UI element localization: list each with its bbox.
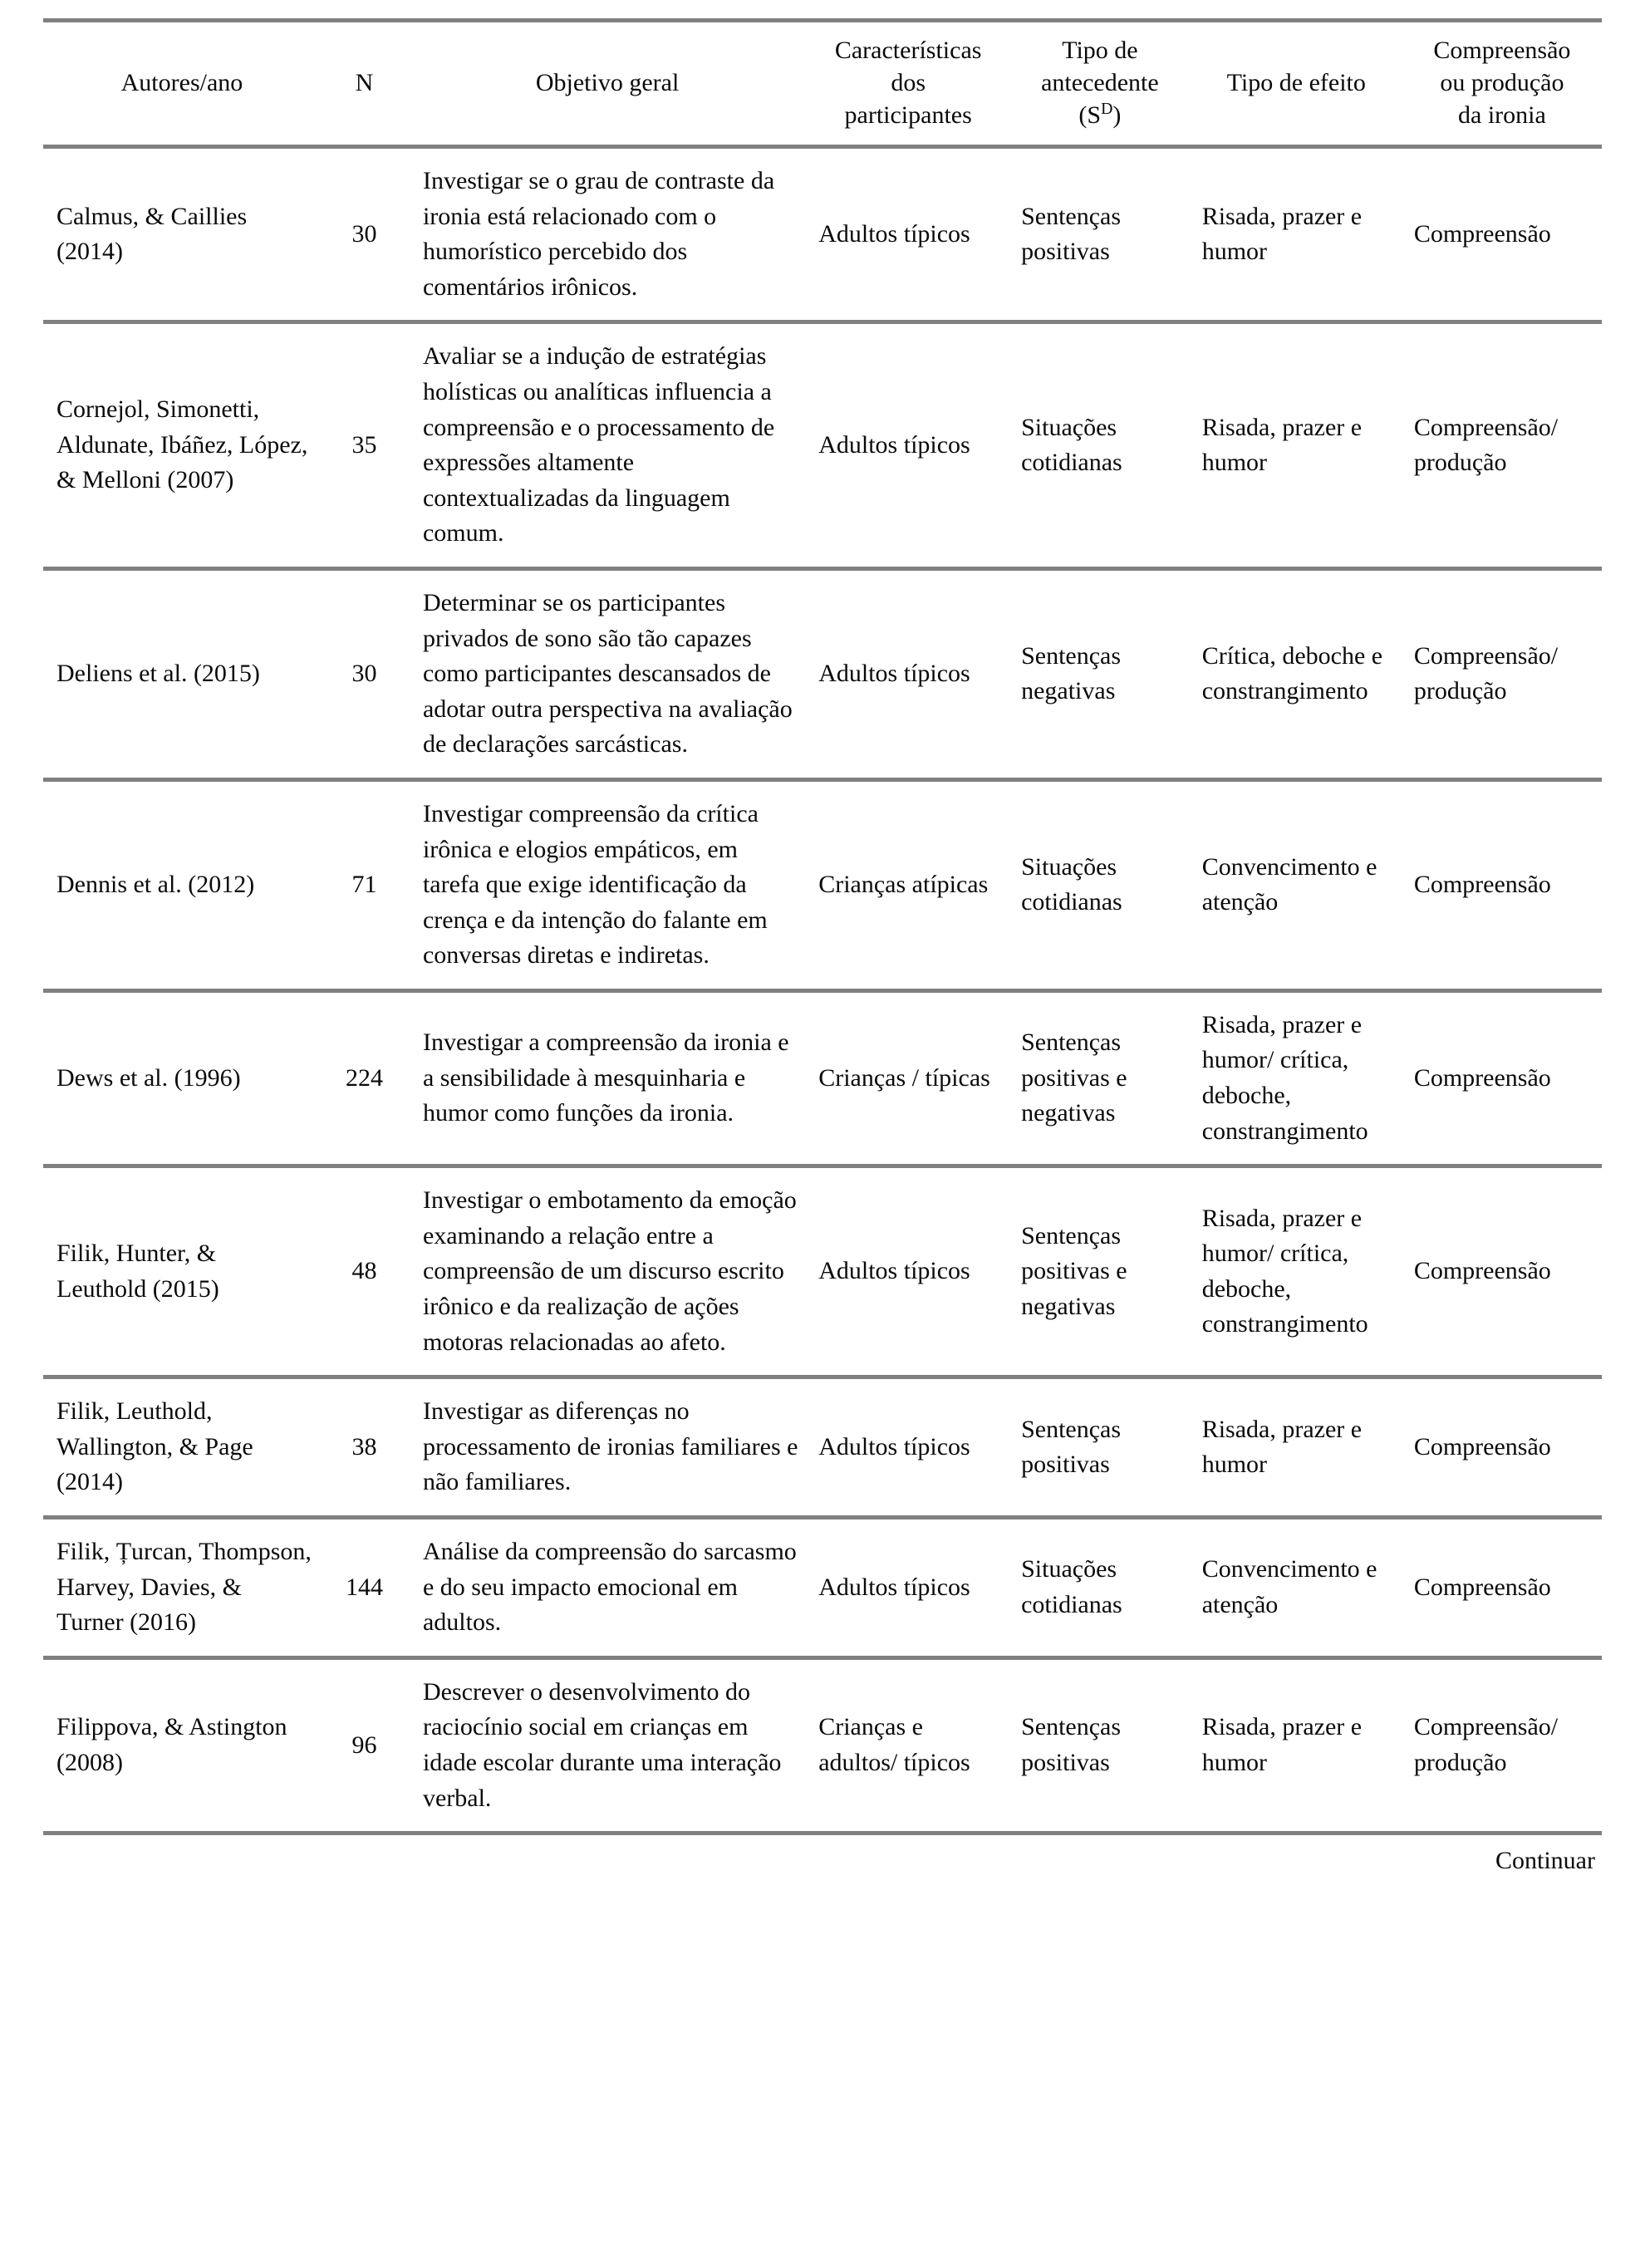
cell-compreensao: Compreensão (1413, 219, 1551, 248)
cell-antecedente: Sentenças positivas (1021, 1713, 1122, 1776)
column-header-efeito (1191, 21, 1402, 147)
cell-autores: Dews et al. (1996) (56, 1063, 241, 1092)
table-header (43, 21, 1602, 147)
table-row (43, 990, 1602, 1166)
cell-n: 48 (351, 1257, 377, 1285)
cell-objetivo: Investigar o embotamento da emoção examinando a relação entre a compreensão de um discurso escrito irônico e da realização de ações motoras relacionadas ao afeto. (422, 1186, 797, 1356)
cell-objetivo: Investigar compreensão da crítica irônica e elogios empáticos, em tarefa que exige identificação da crença e da intenção do falante em conversas diretas e indiretas. (422, 799, 768, 970)
cell-participantes: Adultos típicos (818, 1257, 970, 1285)
header-text-antecedente-line2: antecedente (1041, 69, 1159, 96)
cell-efeito: Crítica, deboche e constrangimento (1201, 641, 1383, 705)
column-header-autores (43, 21, 321, 147)
cell-antecedente: Sentenças negativas (1021, 641, 1122, 705)
cell-compreensao: Compreensão (1413, 871, 1551, 899)
studies-table (43, 18, 1602, 1835)
table-row (43, 147, 1602, 322)
cell-n: 224 (345, 1063, 383, 1092)
cell-participantes: Adultos típicos (818, 219, 970, 248)
table-row (43, 779, 1602, 990)
header-text-objetivo: Objetivo geral (535, 69, 680, 96)
cell-n: 71 (351, 871, 377, 899)
cell-objetivo: Descrever o desenvolvimento do raciocínio social em crianças em idade escolar durante uma interação verbal. (422, 1677, 782, 1812)
antecedente-superscript: D (1101, 100, 1113, 118)
cell-antecedente: Sentenças positivas (1021, 1415, 1122, 1479)
antecedente-paren-open: (S (1078, 101, 1102, 129)
header-text-compreensao-line2: ou produção (1440, 69, 1564, 96)
cell-objetivo: Avaliar se a indução de estratégias holísticas ou analíticas influencia a compreensão e o processamento de expressões altamente contextualizadas da linguagem comum. (422, 342, 775, 547)
cell-antecedente: Sentenças positivas e negativas (1021, 1221, 1127, 1321)
cell-objetivo: Investigar as diferenças no processamento de ironias familiares e não familiares. (422, 1397, 798, 1496)
cell-n: 38 (351, 1432, 377, 1460)
antecedente-paren-close: ) (1112, 101, 1122, 129)
cell-n: 35 (351, 430, 377, 459)
cell-antecedente: Situações cotidianas (1021, 1555, 1122, 1618)
cell-compreensao: Compreensão/ produção (1413, 1713, 1559, 1776)
cell-efeito: Risada, prazer e humor/ crítica, deboche, constrangimento (1201, 1010, 1368, 1145)
cell-efeito: Risada, prazer e humor/ crítica, deboche, constrangimento (1201, 1204, 1368, 1338)
cell-efeito: Convencimento e atenção (1201, 852, 1377, 916)
header-text-compreensao-line1: Compreensão (1433, 37, 1571, 64)
cell-autores: Deliens et al. (2015) (56, 660, 260, 688)
cell-autores: Filik, Leuthold, Wallington, & Page (2014) (56, 1397, 253, 1496)
table-row (43, 1377, 1602, 1518)
cell-participantes: Adultos típicos (818, 430, 970, 459)
header-text-antecedente-line3 (1018, 99, 1182, 131)
column-header-objetivo (408, 21, 807, 147)
header-row (43, 21, 1602, 147)
cell-autores: Filik, Hunter, & Leuthold (2015) (56, 1240, 219, 1303)
cell-compreensao: Compreensão (1413, 1573, 1551, 1601)
cell-efeito: Risada, prazer e humor (1201, 202, 1363, 266)
cell-antecedente: Situações cotidianas (1021, 852, 1122, 916)
cell-objetivo: Determinar se os participantes privados de sono são tão capazes como participantes descansados de adotar outra perspectiva na avaliação de declarações sarcásticas. (422, 588, 793, 758)
cell-antecedente: Sentenças positivas (1021, 202, 1122, 266)
header-text-participantes-line1: Características (834, 37, 982, 64)
cell-autores: Cornejol, Simonetti, Aldunate, Ibáñez, López, & Melloni (2007) (56, 395, 308, 494)
cell-efeito: Risada, prazer e humor (1201, 413, 1363, 477)
cell-antecedente: Sentenças positivas e negativas (1021, 1028, 1127, 1127)
cell-participantes: Adultos típicos (818, 1432, 970, 1460)
continuation-note: Continuar (1495, 1847, 1595, 1875)
cell-compreensao: Compreensão (1413, 1063, 1551, 1092)
cell-participantes: Crianças e adultos/ típicos (818, 1713, 970, 1776)
cell-participantes: Crianças / típicas (818, 1063, 990, 1092)
cell-n: 144 (345, 1573, 383, 1601)
header-text-efeito: Tipo de efeito (1226, 69, 1366, 96)
header-text-autores: Autores/ano (120, 69, 243, 96)
cell-efeito: Risada, prazer e humor (1201, 1415, 1363, 1479)
header-text-participantes-line2: dos (891, 69, 926, 96)
table-row (43, 568, 1602, 779)
cell-objetivo: Investigar se o grau de contraste da ironia está relacionado com o humorístico percebido dos comentários irônicos. (422, 167, 775, 301)
cell-autores: Filippova, & Astington (2008) (56, 1713, 287, 1776)
cell-n: 30 (351, 219, 377, 248)
cell-autores: Filik, Țurcan, Thompson, Harvey, Davies, & Turner (2016) (56, 1538, 312, 1637)
column-header-participantes (807, 21, 1009, 147)
cell-efeito: Convencimento e atenção (1201, 1555, 1377, 1618)
header-text-n: N (355, 69, 374, 96)
table-row (43, 1518, 1602, 1658)
column-header-compreensao (1402, 21, 1602, 147)
cell-compreensao: Compreensão/ produção (1413, 641, 1559, 705)
cell-participantes: Adultos típicos (818, 660, 970, 688)
cell-compreensao: Compreensão (1413, 1432, 1551, 1460)
cell-n: 30 (351, 660, 377, 688)
cell-participantes: Adultos típicos (818, 1573, 970, 1601)
table-body (43, 147, 1602, 1834)
cell-compreensao: Compreensão (1413, 1257, 1551, 1285)
cell-objetivo: Investigar a compreensão da ironia e a sensibilidade à mesquinharia e humor como funções da ironia. (422, 1028, 789, 1127)
column-header-antecedente (1009, 21, 1191, 147)
table-row (43, 1657, 1602, 1833)
header-text-antecedente-line1: Tipo de (1062, 37, 1138, 64)
header-text-participantes-line3: participantes (844, 101, 972, 129)
table-row (43, 1166, 1602, 1377)
cell-compreensao: Compreensão/ produção (1413, 413, 1559, 477)
cell-objetivo: Análise da compreensão do sarcasmo e do seu impacto emocional em adultos. (422, 1538, 797, 1637)
header-text-compreensao-line3: da ironia (1458, 101, 1546, 129)
cell-efeito: Risada, prazer e humor (1201, 1713, 1363, 1776)
cell-antecedente: Situações cotidianas (1021, 413, 1122, 477)
column-header-n (321, 21, 408, 147)
cell-participantes: Crianças atípicas (818, 871, 989, 899)
cell-autores: Dennis et al. (2012) (56, 871, 255, 899)
table-row (43, 322, 1602, 569)
cell-autores: Calmus, & Caillies (2014) (56, 202, 248, 266)
cell-n: 96 (351, 1730, 377, 1759)
